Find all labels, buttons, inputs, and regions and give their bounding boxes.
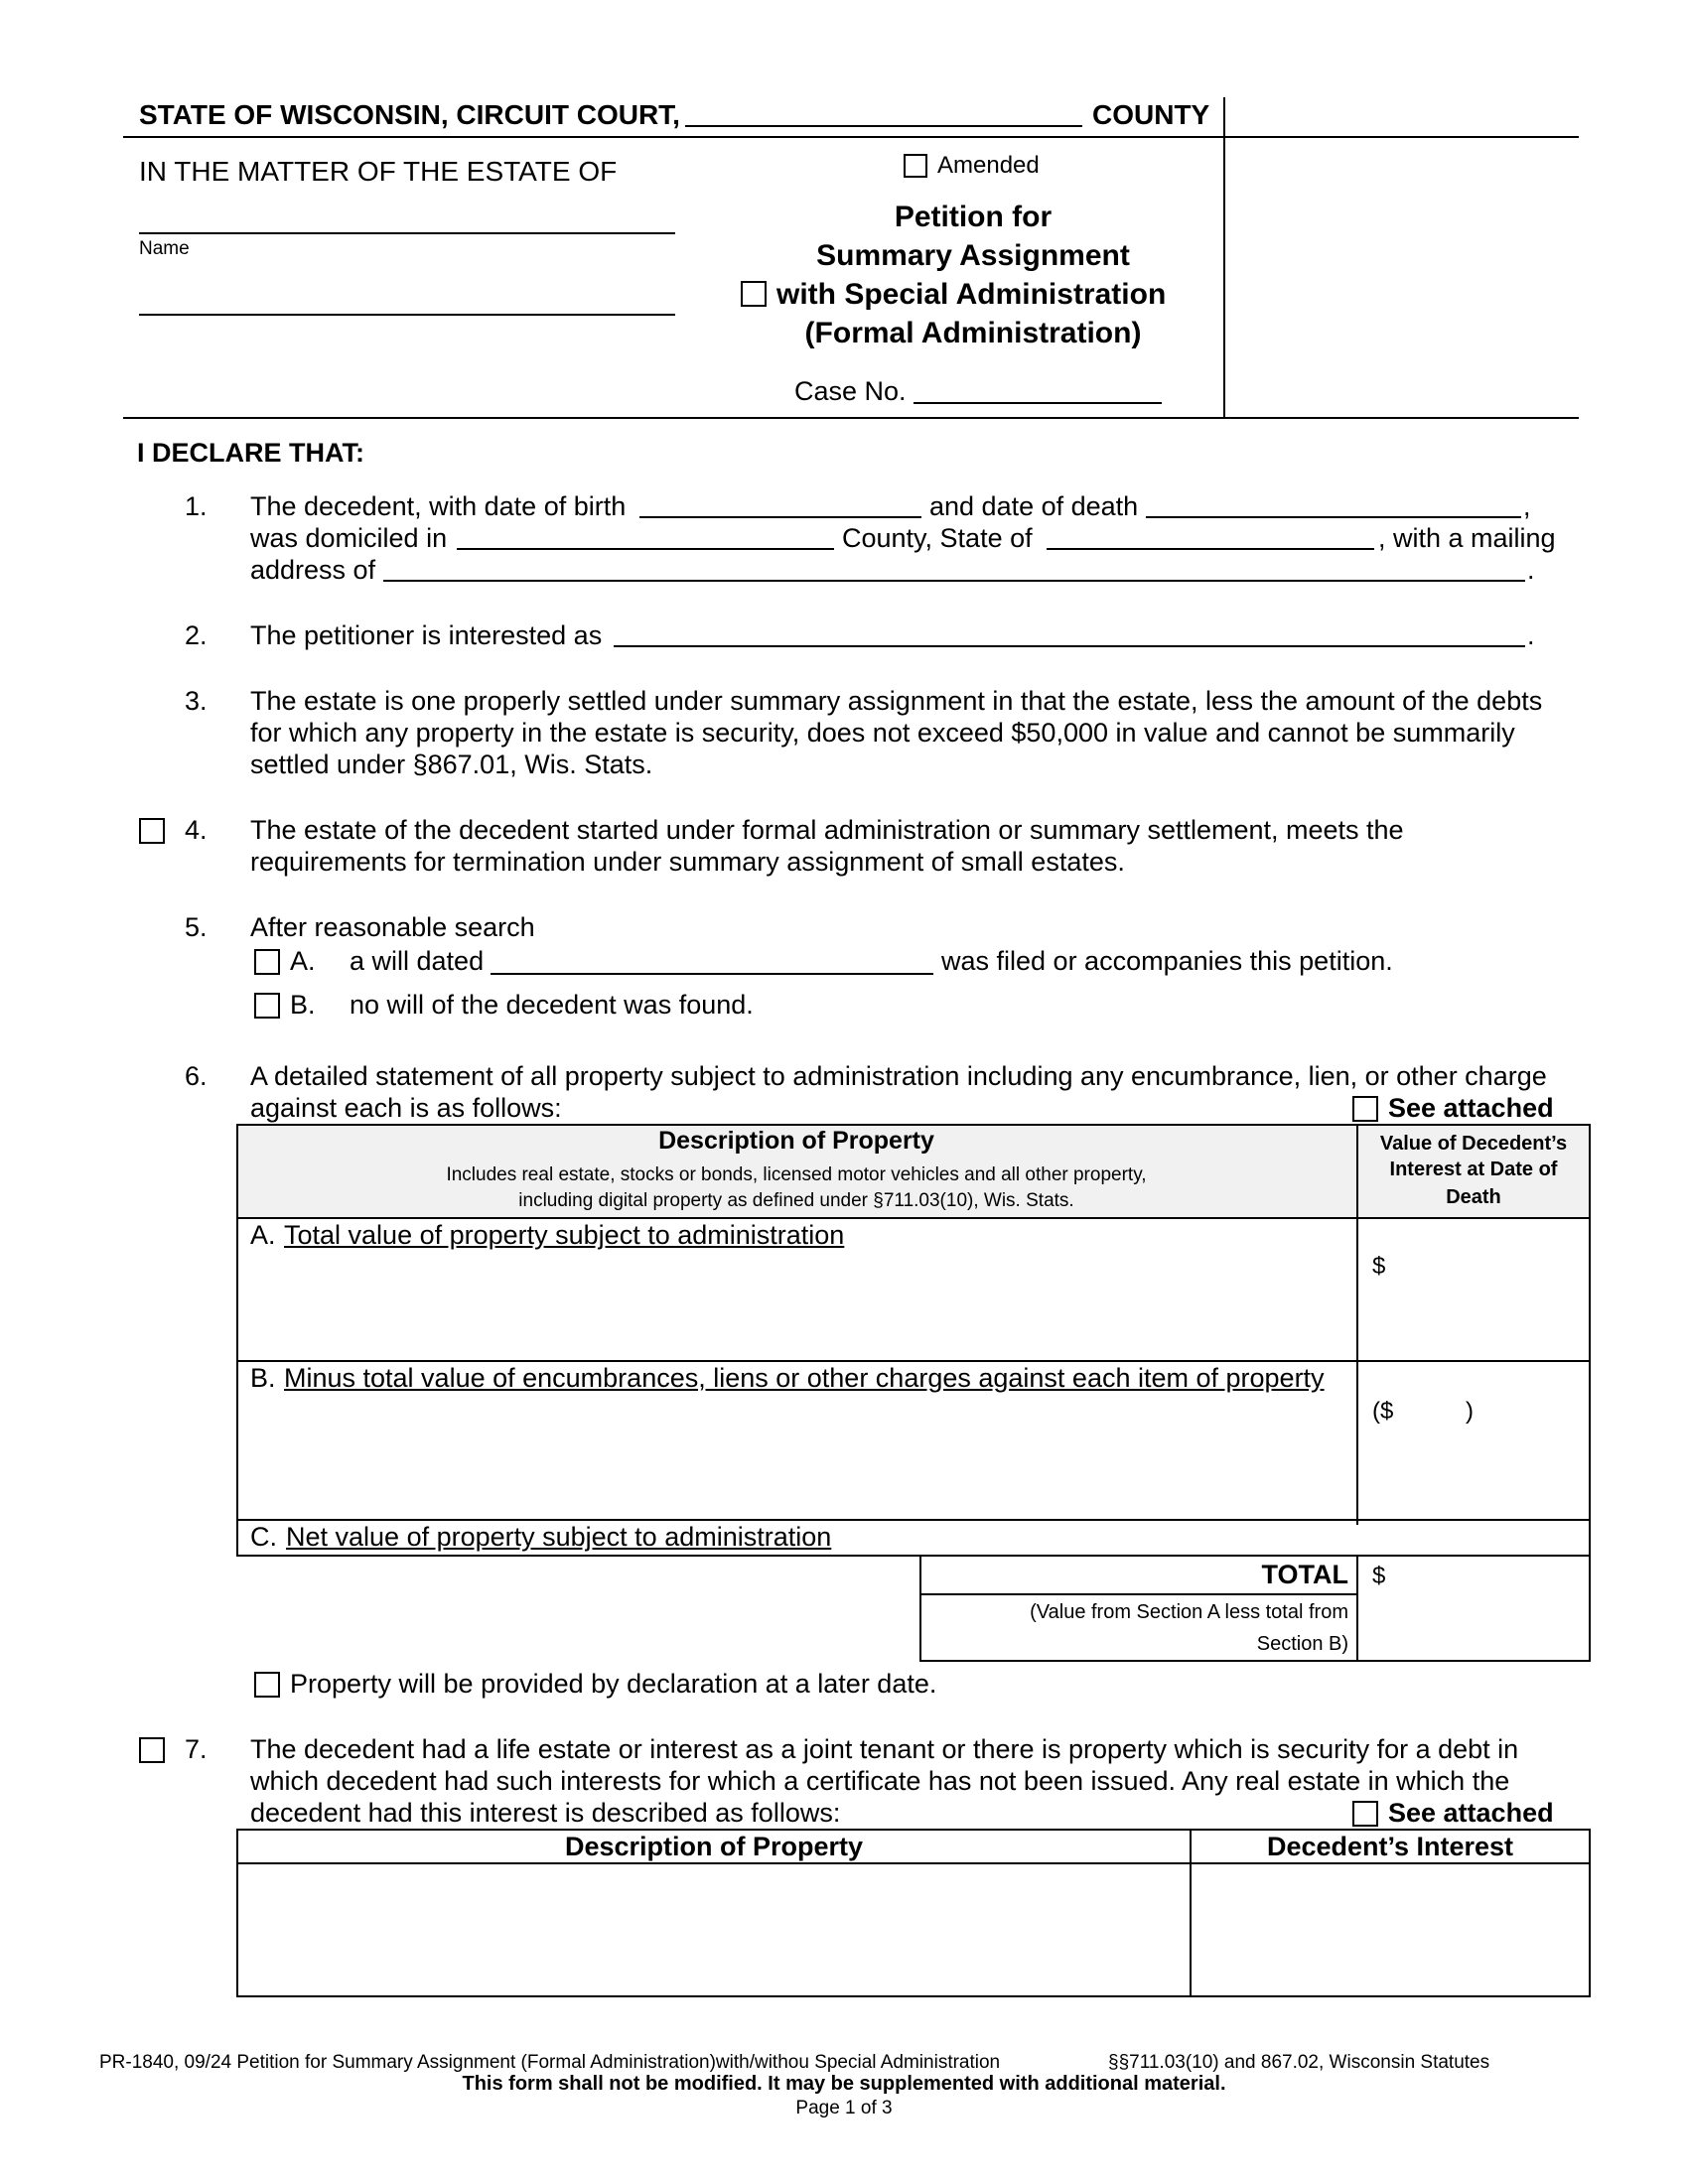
item-3-line-2: for which any property in the estate is security, does not exceed $50,000 in value and cannot be summarily [250,718,1515,748]
item-7-line-3: decedent had this interest is described as follows: [250,1798,841,1828]
court-label: STATE OF WISCONSIN, CIRCUIT COURT, [139,99,680,130]
period: . [1527,620,1535,650]
item-4-line-2: requirements for termination under summary assignment of small estates. [250,847,1125,877]
no-will-label: no will of the decedent was found. [350,990,754,1020]
title-line-4: (Formal Administration) [804,317,1142,349]
domiciled-label: was domiciled in [250,523,448,553]
county-label: COUNTY [1092,99,1210,130]
row-b-value-open[interactable]: ($ [1372,1398,1394,1425]
item-3-line-1: The estate is one properly settled under summary assignment in that the estate, less the amount of the debts [250,686,1543,716]
no-will-checkbox[interactable] [254,993,280,1019]
case-no-blank[interactable] [914,402,1162,404]
address-label: address of [250,555,376,585]
will-filed-label: was filed or accompanies this petition. [941,946,1393,976]
form-id: PR-1840, 09/24 Petition for Summary Assignment (Formal Administration)with/withou Special Administration [99,2052,1001,2073]
petitioner-interest-label: The petitioner is interested as [250,620,603,650]
item-7-line-1: The decedent had a life estate or interest as a joint tenant or there is property which is security for a debt in [250,1734,1519,1764]
estate-name-blank-2[interactable] [139,314,675,316]
item-7-checkbox[interactable] [139,1737,165,1763]
row-b-value-close: ) [1466,1398,1474,1425]
total-note-1: (Value from Section A less total from [1030,1601,1348,1623]
estate-name-blank[interactable] [139,232,675,234]
row-letter: A. [250,1220,276,1250]
date-of-death-blank[interactable] [1146,516,1521,518]
statutes: §§711.03(10) and 867.02, Wisconsin Statutes [1108,2052,1490,2073]
total-label: TOTAL [1261,1560,1348,1589]
county-state-label: County, State of [842,523,1033,553]
value-header-2: Interest at Date of [1389,1159,1558,1180]
caption-bottom-rule [123,417,1579,419]
county-blank[interactable] [685,125,1082,127]
item-6-line-1: A detailed statement of all property subject to administration including any encumbrance, lien, or other charge [250,1061,1547,1091]
property-description-cell[interactable] [240,1866,1188,1993]
amended-checkbox[interactable] [904,154,927,178]
item-number: 4. [185,815,208,845]
option-letter: A. [290,946,316,976]
item-1-dod-label: and date of death [929,491,1139,521]
matter-label: IN THE MATTER OF THE ESTATE OF [139,156,618,187]
see-attached-checkbox[interactable] [1352,1096,1378,1122]
caption-divider [1223,97,1225,419]
row-letter: C. [250,1522,277,1552]
period: . [1527,555,1535,585]
desc-header: Description of Property [658,1127,934,1155]
item-1-dob-label: The decedent, with date of birth [250,491,627,521]
row-a-value[interactable]: $ [1372,1253,1386,1280]
item-6-line-2: against each is as follows: [250,1093,562,1123]
item-7-line-2: which decedent had such interests for which a certificate has not been issued. Any real estate in which the [250,1766,1510,1796]
declare-heading: I DECLARE THAT: [137,438,364,468]
row-a-label: Total value of property subject to administration [284,1220,845,1250]
will-filed-checkbox[interactable] [254,949,280,975]
item-3-line-3: settled under §867.01, Wis. Stats. [250,750,653,779]
total-note-2: Section B) [1256,1633,1348,1655]
see-attached-label: See attached [1388,1093,1554,1123]
footer-notice: This form shall not be modified. It may be supplemented with additional material. [462,2073,1226,2095]
see-attached-checkbox[interactable] [1352,1801,1378,1827]
value-header-1: Value of Decedent’s [1379,1133,1568,1155]
comma: , [1523,491,1531,521]
page-number: Page 1 of 3 [795,2098,893,2118]
item-number: 6. [185,1061,208,1091]
row-letter: B. [250,1363,276,1393]
col-description-header: Description of Property [564,1832,864,1861]
title-line-2: Summary Assignment [816,239,1130,272]
date-of-birth-blank[interactable] [639,516,921,518]
domicile-state-blank[interactable] [1047,548,1374,550]
item-number: 7. [185,1734,208,1764]
later-date-label: Property will be provided by declaration at a later date. [290,1669,937,1699]
total-value[interactable]: $ [1372,1563,1386,1589]
total-rule [919,1593,1358,1595]
option-letter: B. [290,990,316,1020]
mailing-label: , with a mailing [1378,523,1556,553]
row-c-label: Net value of property subject to administration [286,1522,832,1552]
name-label: Name [139,238,190,259]
will-dated-label: a will dated [350,946,485,976]
desc-sub-1: Includes real estate, stocks or bonds, licensed motor vehicles and all other property, [446,1164,1147,1185]
item-4-line-1: The estate of the decedent started under formal administration or summary settlement, meets the [250,815,1404,845]
amended-label: Amended [937,152,1040,179]
caption-top-rule [123,136,1579,138]
item-5-intro: After reasonable search [250,912,535,942]
item-number: 3. [185,686,208,716]
desc-sub-2: including digital property as defined under §711.03(10), Wis. Stats. [518,1190,1074,1211]
row-b-label: Minus total value of encumbrances, liens or other charges against each item of property [284,1363,1325,1393]
see-attached-label: See attached [1388,1798,1554,1828]
item-number: 1. [185,491,208,521]
total-divider [1356,1555,1358,1660]
interest-table-header-rule [236,1862,1591,1864]
value-header-3: Death [1446,1186,1501,1208]
col-interest-header: Decedent’s Interest [1266,1832,1514,1861]
domicile-county-blank[interactable] [457,548,834,550]
item-number: 2. [185,620,208,650]
will-date-blank[interactable] [491,973,933,975]
title-line-3: with Special Administration [776,278,1167,311]
decedent-interest-cell[interactable] [1194,1866,1589,1993]
special-administration-checkbox[interactable] [741,281,767,307]
petitioner-interest-blank[interactable] [614,645,1525,647]
item-4-checkbox[interactable] [139,818,165,844]
title-line-1: Petition for [894,201,1053,233]
case-no-label: Case No. [794,376,907,406]
later-date-checkbox[interactable] [254,1672,280,1698]
item-number: 5. [185,912,208,942]
mailing-address-blank[interactable] [383,580,1525,582]
